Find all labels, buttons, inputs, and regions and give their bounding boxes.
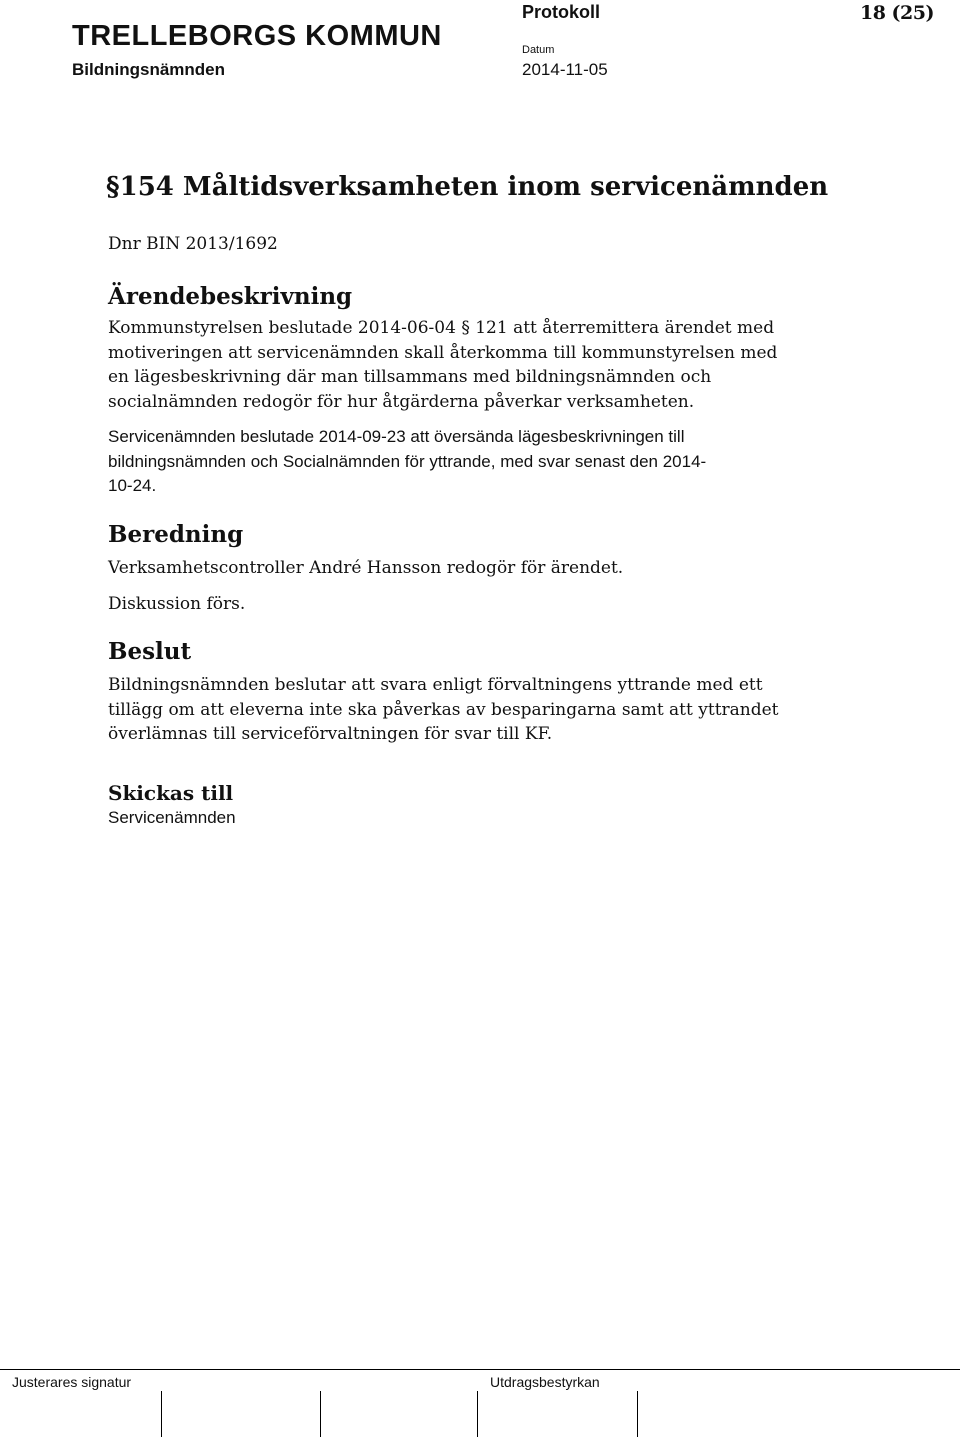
extract-label: Utdragsbestyrkan	[490, 1374, 600, 1390]
section-heading-skickas-till: Skickas till	[108, 781, 234, 805]
text-line: en lägesbeskrivning där man tillsammans med bildningsnämnden och	[108, 367, 712, 387]
signature-box-divider	[161, 1391, 162, 1437]
text-line: tillägg om att eleverna inte ska påverkas av besparingarna samt att yttrandet	[108, 699, 779, 720]
case-number: Dnr BIN 2013/1692	[108, 234, 278, 254]
signature-box-divider	[320, 1391, 321, 1437]
signature-box-divider	[637, 1391, 638, 1437]
board-name: Bildningsnämnden	[72, 60, 225, 79]
section-heading-arendebeskrivning: Ärendebeskrivning	[108, 283, 353, 310]
page-number: 18 (25)	[860, 2, 934, 24]
beslut-paragraph	[108, 673, 808, 747]
signature-label: Justerares signatur	[12, 1374, 132, 1390]
arende-paragraph-2	[108, 425, 808, 499]
signature-box-divider	[477, 1391, 478, 1437]
text-line: motiveringen att servicenämnden skall återkomma till kommunstyrelsen med	[108, 342, 778, 363]
text-line: Verksamhetscontroller André Hansson redogör för ärendet.	[108, 558, 624, 578]
organization-name: TRELLEBORGS KOMMUN	[72, 20, 442, 52]
arende-paragraph-1	[108, 316, 808, 414]
page-title: §154 Måltidsverksamheten inom servicenämnden	[106, 172, 829, 202]
document-date: 2014-11-05	[522, 60, 608, 79]
text-line: Kommunstyrelsen beslutade 2014-06-04 § 121 att återremittera ärendet med	[108, 318, 775, 338]
text-line: Servicenämnden beslutade 2014-09-23 att översända lägesbeskrivningen till	[108, 427, 685, 446]
text-line: bildningsnämnden och Socialnämnden för yttrande, med svar senast den 2014-	[108, 451, 707, 471]
text-line: Bildningsnämnden beslutar att svara enligt förvaltningens yttrande med ett	[108, 675, 763, 695]
text-line: socialnämnden redogör för hur åtgärderna påverkar verksamheten.	[108, 391, 695, 412]
text-line: 10-24.	[108, 476, 157, 495]
beredning-paragraph-2	[108, 592, 808, 617]
section-heading-beredning: Beredning	[108, 521, 244, 548]
beredning-paragraph-1	[108, 556, 808, 581]
document-type: Protokoll	[522, 2, 601, 22]
text-line: överlämnas till serviceförvaltningen för svar till KF.	[108, 724, 553, 744]
text-line: Servicenämnden	[108, 808, 236, 827]
section-heading-beslut: Beslut	[108, 638, 192, 665]
footer-divider	[0, 1369, 960, 1370]
recipient	[108, 806, 808, 831]
text-line: Diskussion förs.	[108, 594, 246, 614]
date-label: Datum	[522, 44, 555, 56]
